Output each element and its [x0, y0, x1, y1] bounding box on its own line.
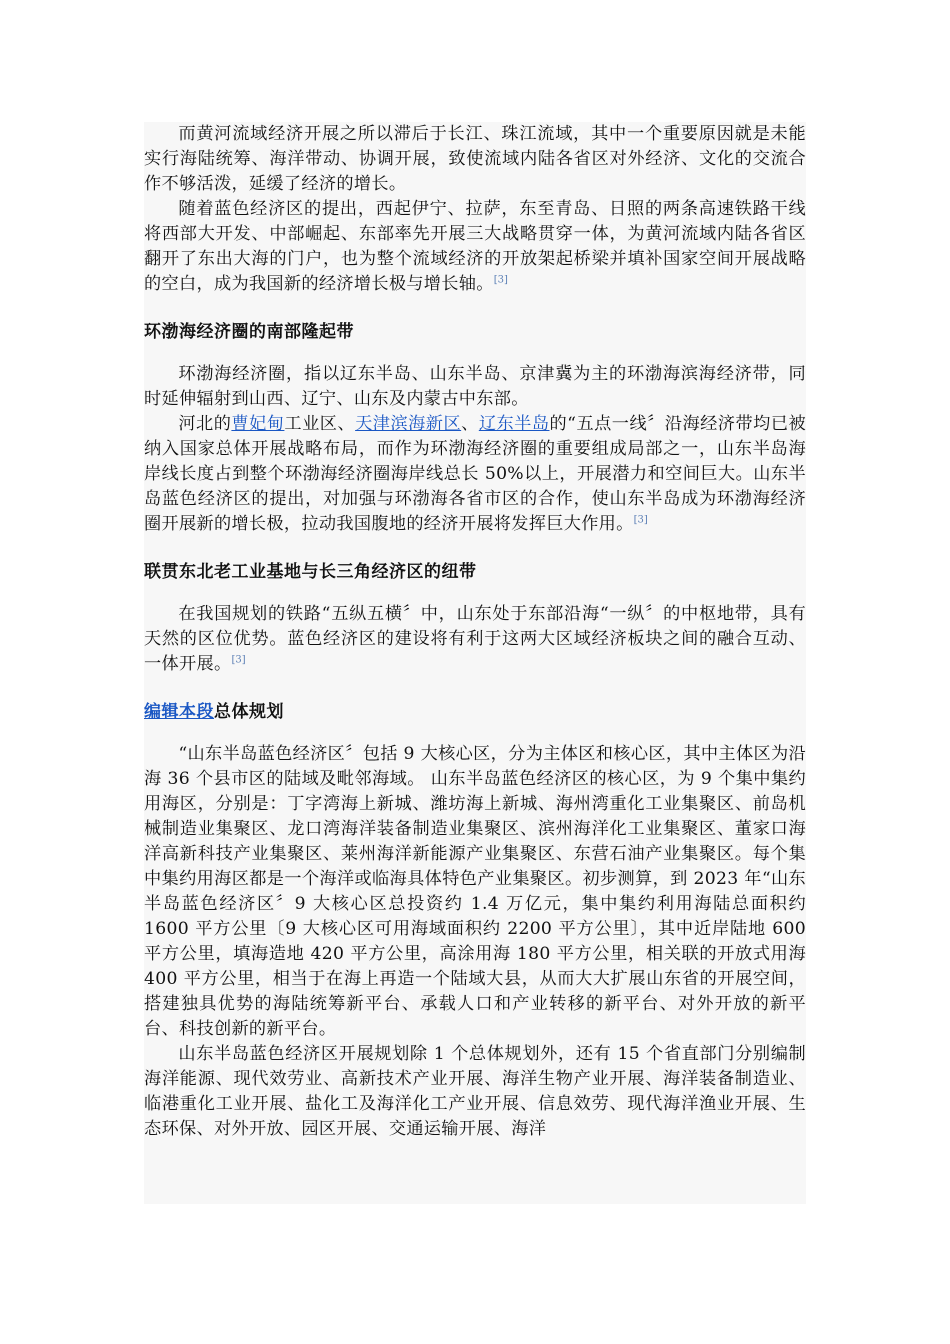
section-heading-plan: [144, 700, 806, 725]
citation-ref[interactable]: [3]: [633, 514, 648, 526]
section-heading-bohai: 环渤海经济圈的南部隆起带: [144, 322, 354, 342]
document-content: [144, 122, 806, 1204]
bohai-paragraph-1: 环渤海经济圈，指以辽东半岛、山东半岛、京津冀为主的环渤海滨海经济带，同时延伸辐射到山西、辽宁、山东及内蒙古中东部。: [144, 364, 806, 409]
intro-paragraph-2-text: 随着蓝色经济区的提出，西起伊宁、拉萨，东至青岛、日照的两条高速铁路干线将西部大开发、中部崛起、东部率先开展三大战略贯穿一体，为黄河流域内陆各省区翻开了东出大海的门户，也为整个流域经济的开放架起桥梁并填补国家空间开展战略的空白，成为我国新的经济增长极与增长轴。: [144, 199, 806, 294]
link-tianjin-binhai[interactable]: 天津滨海新区: [355, 414, 462, 434]
plan-heading-text: 总体规划: [214, 702, 284, 722]
bohai-text-c: 、: [461, 414, 479, 434]
link-liaodong-peninsula[interactable]: 辽东半岛: [478, 414, 550, 434]
bohai-text-a: 河北的: [178, 414, 232, 434]
bohai-paragraph-2: [144, 412, 806, 537]
northeast-text: 在我国规划的铁路“五纵五横〞中，山东处于东部沿海“一纵〞的中枢地带，具有天然的区位优势。蓝色经济区的建设将有利于这两大区域经济板块之间的融合互动、一体开展。: [144, 604, 806, 674]
intro-paragraph-1: 而黄河流域经济开展之所以滞后于长江、珠江流域，其中一个重要原因就是未能实行海陆统筹、海洋带动、协调开展，致使流域内陆各省区对外经济、文化的交流合作不够活泼，延缓了经济的增长。: [144, 124, 806, 194]
bohai-text-b: 工业区、: [284, 414, 356, 434]
plan-paragraph-2: 山东半岛蓝色经济区开展规划除 1 个总体规划外，还有 15 个省直部门分别编制海洋能源、现代效劳业、高新技术产业开展、海洋生物产业开展、海洋装备制造业、临港重化工业开展、盐化工及海洋化工产业开展、信息效劳、现代海洋渔业开展、生态环保、对外开放、园区开展、交通运输开展、海洋: [144, 1044, 806, 1139]
section-heading-northeast: 联贯东北老工业基地与长三角经济区的纽带: [144, 562, 477, 582]
edit-section-link[interactable]: 编辑本段: [144, 702, 214, 722]
plan-paragraph-1: “山东半岛蓝色经济区〞包括 9 大核心区，分为主体区和核心区，其中主体区为沿海 36 个县市区的陆域及毗邻海域。 山东半岛蓝色经济区的核心区，为 9 个集中集约用海区，分别是：丁字湾海上新城、潍坊海上新城、海州湾重化工业集聚区、前岛机械制造业集聚区、龙口湾海洋装备制造业集聚区、滨州海洋化工业集聚区、董家口海洋高新科技产业集聚区、莱州海洋新能源产业集聚区、东营石油产业集聚区。每个集中集约用海区都是一个海洋或临海具体特色产业集聚区。初步测算，到 2023 年“山东半岛蓝色经济区〞9 大核心区总投资约 1.4 万亿元，集中集约利用海陆总面积约 1600 平方公里〔9 大核心区可用海域面积约 2200 平方公里〕，其中近岸陆地 600 平方公里，填海造地 420 平方公里，高涂用海 180 平方公里，相关联的开放式用海 400 平方公里，相当于在海上再造一个陆域大县，从而大大扩展山东省的开展空间，搭建独具优势的海陆统筹新平台、承载人口和产业转移的新平台、对外开放的新平台、科技创新的新平台。: [144, 744, 806, 1039]
bohai-text-d: 的“五点一线〞沿海经济带均已被纳入国家总体开展战略布局，而作为环渤海经济圈的重要组成局部之一，山东半岛海岸线长度占到整个环渤海经济圈海岸线总长 50%以上，开展潜力和空间巨大。山东半岛蓝色经济区的提出，对加强与环渤海各省市区的合作，使山东半岛成为环渤海经济圈开展新的增长极，拉动我国腹地的经济开展将发挥巨大作用。: [144, 414, 806, 534]
northeast-paragraph-1: [144, 602, 806, 677]
link-caofeidian[interactable]: 曹妃甸: [231, 414, 285, 434]
citation-ref[interactable]: [3]: [231, 654, 246, 666]
intro-paragraph-2: [144, 197, 806, 297]
citation-ref[interactable]: [3]: [493, 274, 508, 286]
